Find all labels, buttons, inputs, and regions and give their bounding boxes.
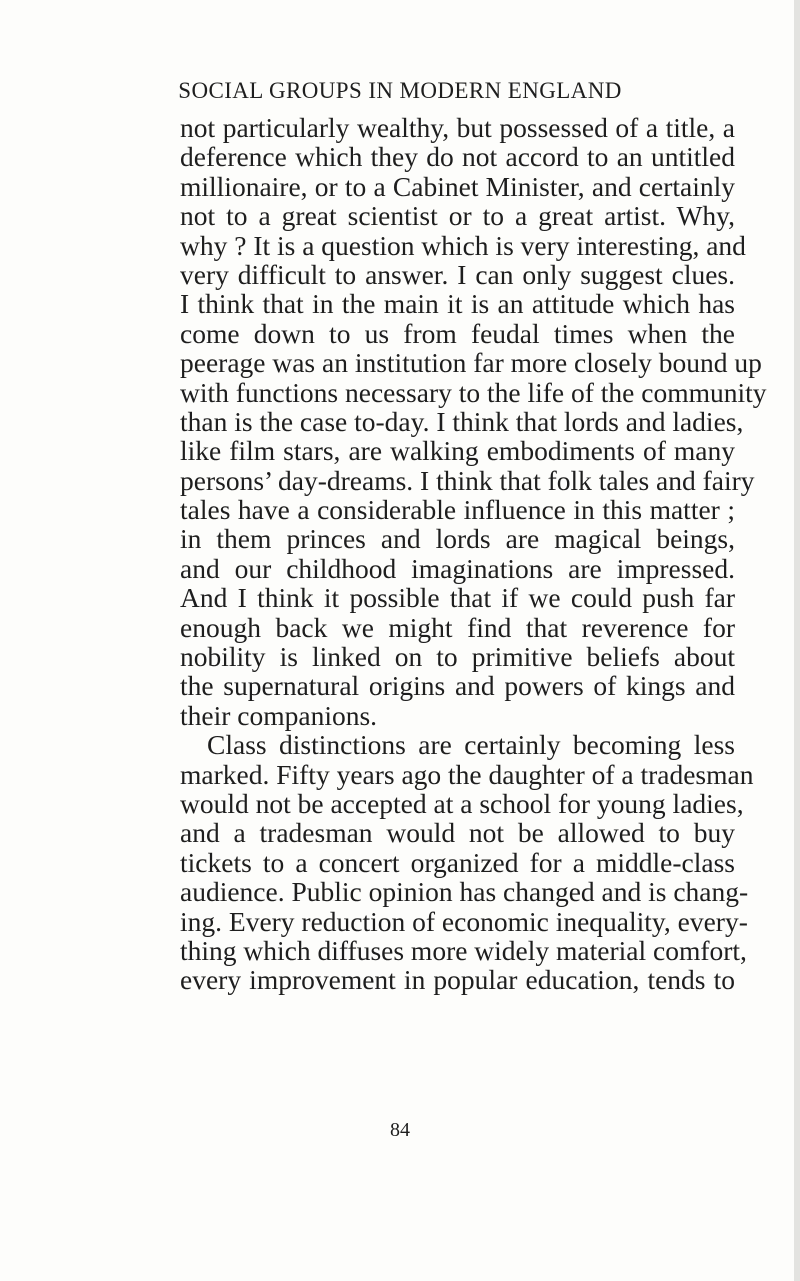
text-line: come down to us from feudal times when the — [180, 317, 735, 349]
body-text — [180, 112, 767, 996]
paragraph-start-line: Class distinctions are certainly becoming less — [207, 729, 735, 761]
text-line: why ? It is a question which is very interesting, and — [180, 229, 746, 261]
text-line: nobility is linked on to primitive beliefs about — [180, 641, 735, 673]
text-line: persons’ day-dreams. I think that folk tales and fairy — [180, 464, 755, 496]
page-number: 84 — [390, 1119, 410, 1141]
text-line: than is the case to-day. I think that lords and ladies, — [180, 405, 744, 437]
page-edge-shadow — [794, 0, 800, 1281]
text-line: millionaire, or to a Cabinet Minister, and certainly — [180, 170, 735, 202]
text-line: the supernatural origins and powers of kings and — [180, 670, 735, 702]
text-line: not to a great scientist or to a great artist. Why, — [180, 200, 735, 232]
text-line: enough back we might find that reverence for — [180, 611, 735, 643]
text-line: thing which diffuses more widely material comfort, — [180, 934, 747, 966]
text-line: in them princes and lords are magical beings, — [180, 523, 735, 555]
text-line: And I think it possible that if we could push far — [180, 582, 735, 614]
running-head: SOCIAL GROUPS IN MODERN ENGLAND — [178, 78, 622, 103]
text-line: I think that in the main it is an attitude which has — [180, 288, 735, 320]
text-line: every improvement in popular education, tends to — [180, 964, 735, 996]
text-line: peerage was an institution far more closely bound up — [180, 347, 762, 379]
text-line: audience. Public opinion has changed and is chang- — [180, 876, 749, 908]
text-line: very difficult to answer. I can only suggest clues. — [180, 258, 735, 290]
paragraph-end-line: their companions. — [180, 699, 378, 731]
text-line: would not be accepted at a school for young ladies, — [180, 787, 744, 819]
text-line: like film stars, are walking embodiments of many — [180, 435, 735, 467]
text-line: tickets to a concert organized for a middle-class — [180, 846, 735, 878]
text-line: ing. Every reduction of economic inequality, every- — [180, 905, 748, 937]
text-line: and a tradesman would not be allowed to buy — [180, 817, 735, 849]
text-line: with functions necessary to the life of the community — [180, 376, 767, 408]
text-line: and our childhood imaginations are impressed. — [180, 552, 735, 584]
text-line: marked. Fifty years ago the daughter of a tradesman — [180, 758, 754, 790]
text-line: tales have a considerable influence in this matter ; — [180, 494, 735, 526]
text-line: deference which they do not accord to an untitled — [180, 141, 735, 173]
text-line: not particularly wealthy, but possessed of a title, a — [180, 112, 735, 143]
